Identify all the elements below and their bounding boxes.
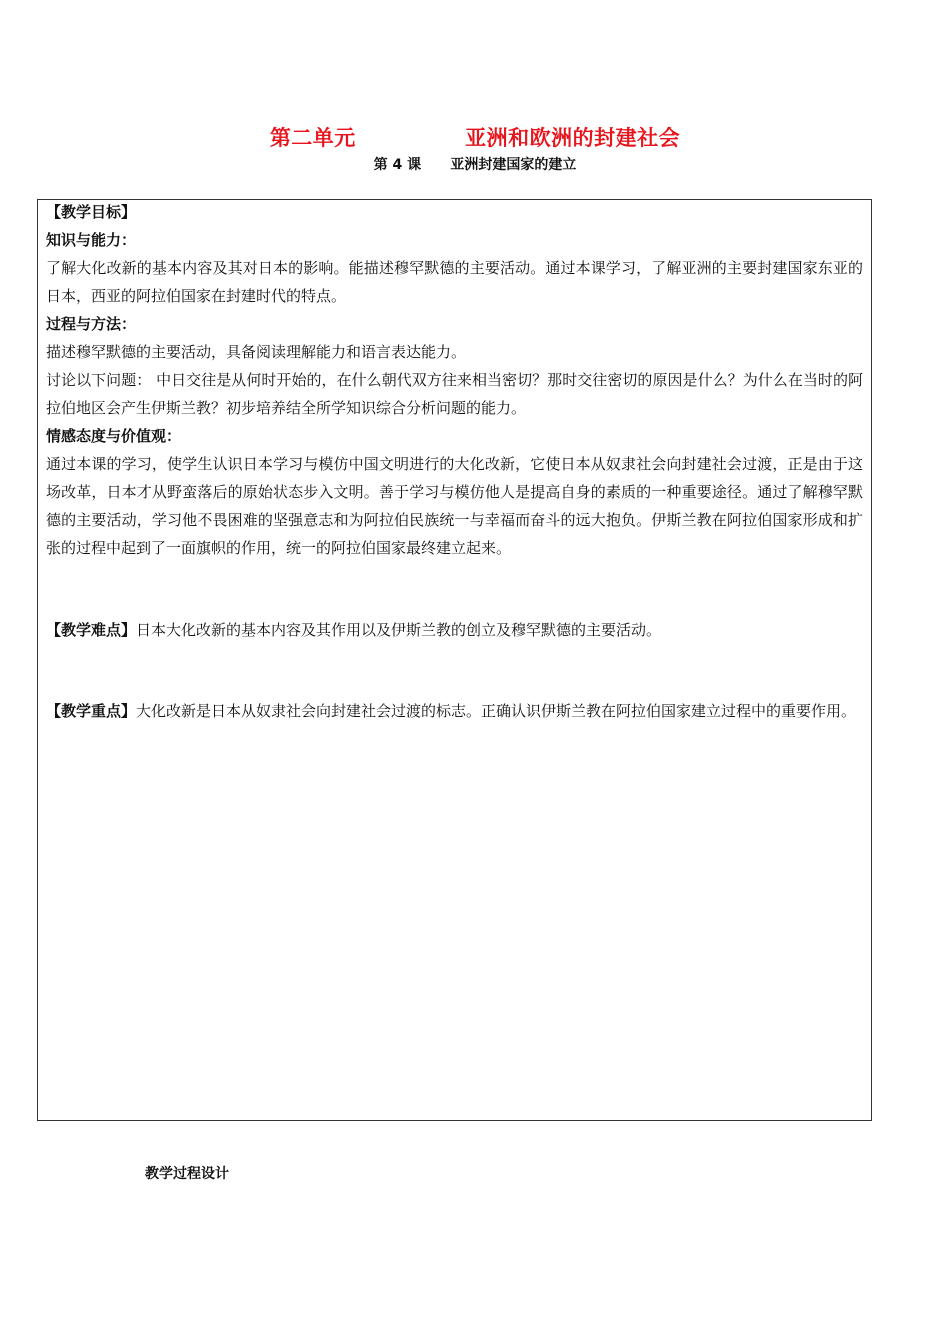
process-heading: 过程与方法： <box>46 315 137 333</box>
key-points-paragraph <box>46 696 863 727</box>
unit-title: 第二单元 亚洲和欧洲的封建社会 <box>269 126 681 150</box>
knowledge-text: 了解大化改新的基本内容及其对日本的影响。能描述穆罕默德的主要活动。通过本课学习，了解亚洲的主要封建国家东亚的日本，西亚的阿拉伯国家在封建时代的特点。 <box>46 259 863 305</box>
difficulty-paragraph <box>46 616 863 644</box>
emotion-heading: 情感态度与价值观： <box>46 427 182 445</box>
key-points-label: 【教学重点】 <box>46 702 137 720</box>
difficulty-label: 【教学难点】 <box>46 621 137 639</box>
lesson-plan-content <box>46 198 863 727</box>
objectives-heading: 【教学目标】 <box>46 203 137 221</box>
difficulty-text: 日本大化改新的基本内容及其作用以及伊斯兰教的创立及穆罕默德的主要活动。 <box>136 621 662 639</box>
lesson-title: 第 4 课 亚洲封建国家的建立 <box>373 157 577 173</box>
key-points-text: 大化改新是日本从奴隶社会向封建社会过渡的标志。正确认识伊斯兰教在阿拉伯国家建立过程中的重要作用。 <box>136 702 857 720</box>
knowledge-heading: 知识与能力： <box>46 231 137 249</box>
process-text-2: 讨论以下问题： 中日交往是从何时开始的，在什么朝代双方往来相当密切？那时交往密切的原因是什么？为什么在当时的阿拉伯地区会产生伊斯兰教？初步培养结全所学知识综合分析问题的能力。 <box>46 371 863 417</box>
teaching-process-heading: 教学过程设计 <box>145 1166 229 1182</box>
emotion-text: 通过本课的学习，使学生认识日本学习与模仿中国文明进行的大化改新，它使日本从奴隶社会向封建社会过渡，正是由于这场改革，日本才从野蛮落后的原始状态步入文明。善于学习与模仿他人是提高自身的素质的一种重要途径。通过了解穆罕默德的主要活动，学习他不畏困难的坚强意志和为阿拉伯民族统一与幸福而奋斗的远大抱负。伊斯兰教在阿拉伯国家形成和扩张的过程中起到了一面旗帜的作用，统一的阿拉伯国家最终建立起来。 <box>46 455 863 557</box>
process-text-1: 描述穆罕默德的主要活动，具备阅读理解能力和语言表达能力。 <box>46 343 467 361</box>
